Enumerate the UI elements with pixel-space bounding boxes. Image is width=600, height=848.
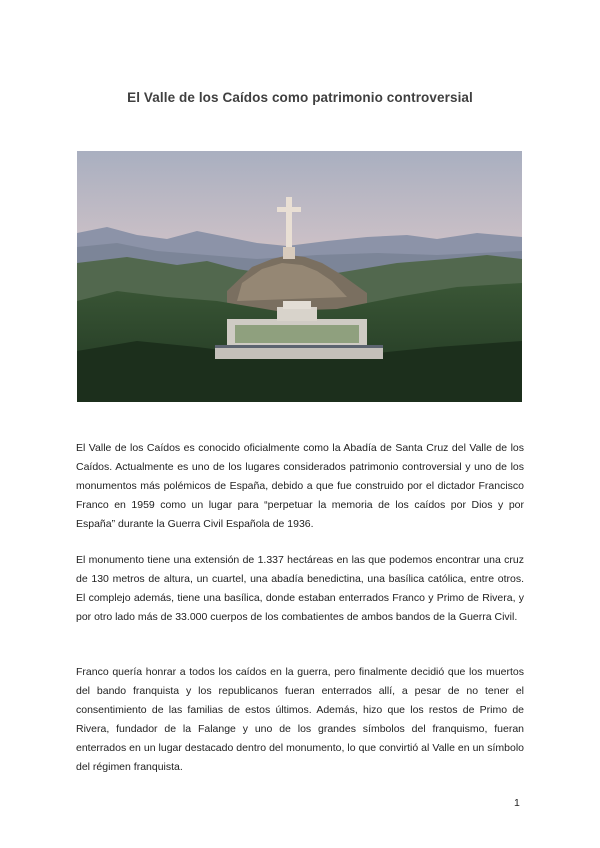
paragraph-franco: Franco quería honrar a todos los caídos en la guerra, pero finalmente decidió que los muertos del bando franquista y los republicanos fueran enterrados allí, a pesar de no tener el consentimiento de las familias de estos últimos. Además, hizo que los restos de Primo de Rivera, fundador de la Falange y uno de los grandes símbolos del franquismo, fueran enterrados en un lugar destacado dentro del monumento, lo que convirtió al Valle en un símbolo del régimen franquista. — [76, 665, 524, 773]
paragraph-monument: El monumento tiene una extensión de 1.337 hectáreas en las que podemos encontrar una cruz de 130 metros de altura, un cuartel, una abadía benedictina, una basílica católica, entre otros. El complejo además, tiene una basílica, donde estaban enterrados Franco y Primo de Rivera, y por otro lado más de 33.000 cuerpos de los combatientes de ambos bandos de la Guerra Civil. — [76, 553, 524, 623]
paragraph-intro: El Valle de los Caídos es conocido oficialmente como la Abadía de Santa Cruz del Valle de los Caídos. Actualmente es uno de los lugares considerados patrimonio controversial y uno de los monumentos más polémicos de España, debido a que fue construido por el dictador Francisco Franco en 1959 como un lugar para “perpetuar la memoria de los caídos por Dios y por España” durante la Guerra Civil Española de 1936. — [76, 441, 524, 530]
page-number: 1 — [514, 797, 520, 809]
monument-landscape-photo — [77, 151, 522, 402]
document-title: El Valle de los Caídos como patrimonio controversial — [127, 90, 473, 105]
